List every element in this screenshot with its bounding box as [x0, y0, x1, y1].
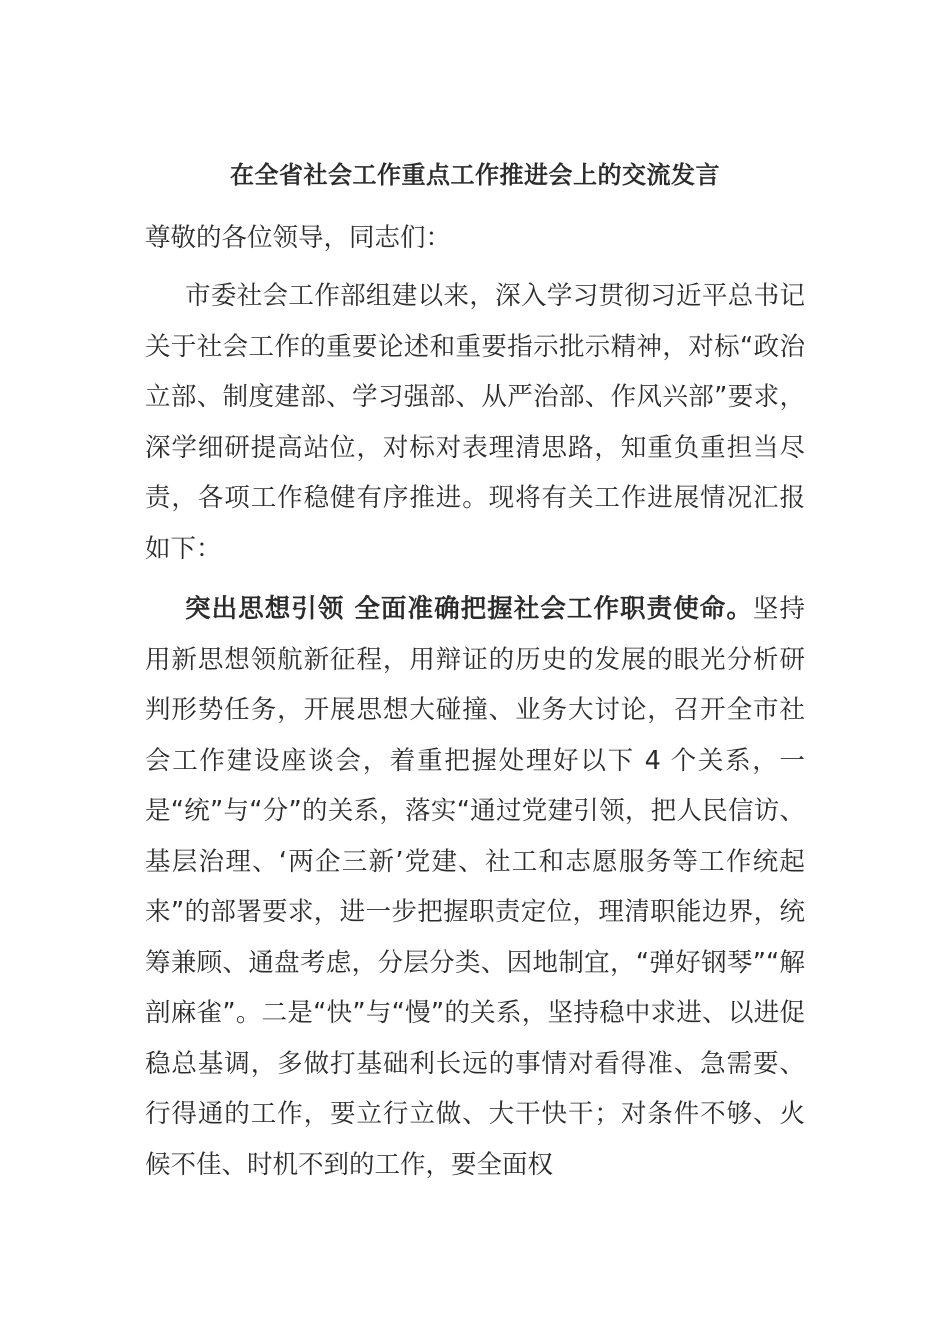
paragraph-thought-leadership [145, 584, 805, 1190]
salutation: 尊敬的各位领导，同志们： [145, 223, 452, 253]
paragraph-lead-heading: 突出思想引领 全面准确把握社会工作职责使命。 [185, 594, 753, 624]
document-title: 在全省社会工作重点工作推进会上的交流发言 [230, 161, 720, 189]
paragraph-body-text: 坚持用新思想领航新征程，用辩证的历史的发展的眼光分析研判形势任务，开展思想大碰撞、业务大讨论，召开全市社会工作建设座谈会，着重把握处理好以下 4 个关系，一是“统”与“分”的关系，落实“通过党建引领，把人民信访、基层治理、‘两企三新’党建、社工和志愿服务等工作统起来”的部署要求，进一步把握职责定位，理清职能边界，统筹兼顾、通盘考虑，分层分类、因地制宜，“弹好钢琴”“解剖麻雀”。二是“快”与“慢”的关系，坚持稳中求进、以进促稳总基调，多做打基础利长远的事情对看得准、急需要、行得通的工作，要立行立做、大干快干；对条件不够、火候不佳、时机不到的工作，要全面权 [145, 594, 805, 1180]
paragraph-intro: 市委社会工作部组建以来，深入学习贯彻习近平总书记关于社会工作的重要论述和重要指示批示精神，对标“政治立部、制度建部、学习强部、从严治部、作风兴部”要求，深学细研提高站位，对标对表理清思路，知重负重担当尽责，各项工作稳健有序推进。现将有关工作进展情况汇报如下： [145, 281, 805, 564]
